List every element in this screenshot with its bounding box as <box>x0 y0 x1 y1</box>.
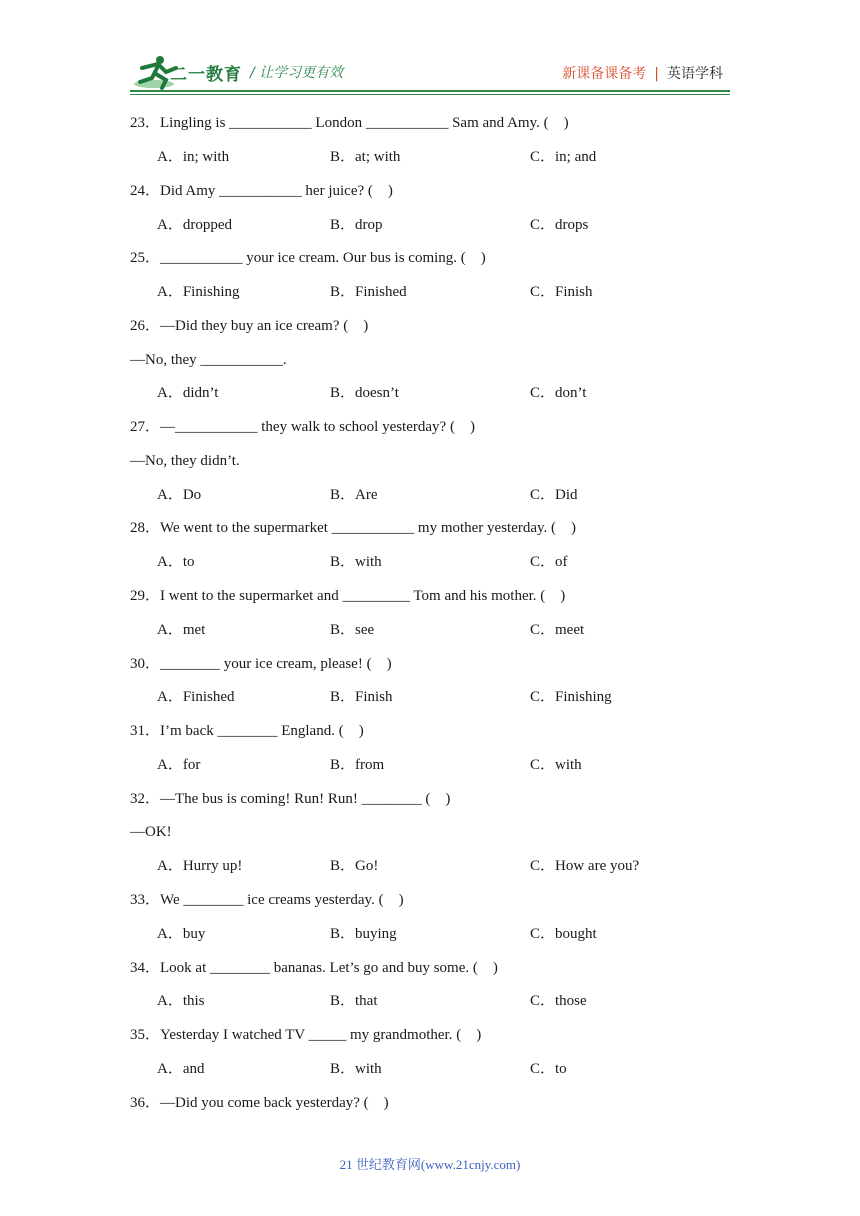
option-a: A．in; with <box>157 149 230 165</box>
option-a: A．Hurry up! <box>157 858 243 874</box>
subject-separator: | <box>654 66 659 82</box>
option-a: A．buy <box>157 926 206 942</box>
brand-name: 二一教育 <box>170 65 242 85</box>
option-a: A．Do <box>157 487 202 503</box>
option-b: B．that <box>330 993 378 1009</box>
question-32: 32．—The bus is coming! Run! Run! ________ ( ) <box>130 791 451 807</box>
option-b: B．from <box>330 757 385 773</box>
option-a: A．for <box>157 757 201 773</box>
question-29: 29．I went to the supermarket and _________ Tom and his mother. ( ) <box>130 588 566 604</box>
question-36: 36．—Did you come back yesterday? ( ) <box>130 1095 389 1111</box>
option-a: A．met <box>157 622 206 638</box>
question-28: 28．We went to the supermarket ___________ my mother yesterday. ( ) <box>130 520 577 536</box>
question-24: 24．Did Amy ___________ her juice? ( ) <box>130 183 393 199</box>
option-a: A．to <box>157 554 195 570</box>
option-a: A．this <box>157 993 205 1009</box>
option-c: C．in; and <box>530 149 597 165</box>
subject-name: 英语学科 <box>667 66 723 82</box>
option-c: C．to <box>530 1061 567 1077</box>
option-c: C．don’t <box>530 385 587 401</box>
question-30: 30．________ your ice cream, please! ( ) <box>130 656 392 672</box>
option-b: B．doesn’t <box>330 385 399 401</box>
question-26: 26．—Did they buy an ice cream? ( ) <box>130 318 369 334</box>
option-c: C．bought <box>530 926 597 942</box>
option-c: C．Did <box>530 487 578 503</box>
question-26-line2: —No, they ___________. <box>130 352 287 368</box>
header-rule-thin <box>130 94 730 95</box>
page-header <box>0 0 860 100</box>
question-31: 31．I’m back ________ England. ( ) <box>130 723 364 739</box>
option-a: A．and <box>157 1061 205 1077</box>
option-b: B．Are <box>330 487 378 503</box>
option-c: C．those <box>530 993 587 1009</box>
subject-red-text: 新课备课备考 <box>562 66 647 82</box>
option-c: C．meet <box>530 622 585 638</box>
question-33: 33．We ________ ice creams yesterday. ( ) <box>130 892 404 908</box>
question-27-line2: —No, they didn’t. <box>130 453 240 469</box>
option-a: A．Finishing <box>157 284 240 300</box>
question-27: 27．—___________ they walk to school yesterday? ( ) <box>130 419 475 435</box>
option-b: B．with <box>330 1061 382 1077</box>
subject-label <box>562 63 723 83</box>
question-34: 34．Look at ________ bananas. Let’s go and buy some. ( ) <box>130 960 498 976</box>
question-32-line2: —OK! <box>130 824 172 840</box>
option-a: A．Finished <box>157 689 235 705</box>
option-c: C．Finishing <box>530 689 612 705</box>
option-b: B．Finished <box>330 284 407 300</box>
option-b: B．at; with <box>330 149 401 165</box>
header-rule <box>130 90 730 92</box>
option-c: C．drops <box>530 217 589 233</box>
question-35: 35．Yesterday I watched TV _____ my grandmother. ( ) <box>130 1027 482 1043</box>
option-b: B．Finish <box>330 689 393 705</box>
option-c: C．How are you? <box>530 858 640 874</box>
option-b: B．see <box>330 622 375 638</box>
option-c: C．Finish <box>530 284 593 300</box>
question-23: 23．Lingling is ___________ London ___________ Sam and Amy. ( ) <box>130 115 569 131</box>
option-b: B．with <box>330 554 382 570</box>
option-a: A．dropped <box>157 217 232 233</box>
question-25: 25．___________ your ice cream. Our bus is coming. ( ) <box>130 250 486 266</box>
option-b: B．Go! <box>330 858 379 874</box>
option-a: A．didn’t <box>157 385 219 401</box>
slogan: / 让学习更有效 <box>250 65 344 81</box>
option-b: B．drop <box>330 217 383 233</box>
option-c: C．of <box>530 554 568 570</box>
option-b: B．buying <box>330 926 397 942</box>
option-c: C．with <box>530 757 582 773</box>
page-footer: 21 世纪教育网(www.21cnjy.com) <box>339 1157 521 1172</box>
